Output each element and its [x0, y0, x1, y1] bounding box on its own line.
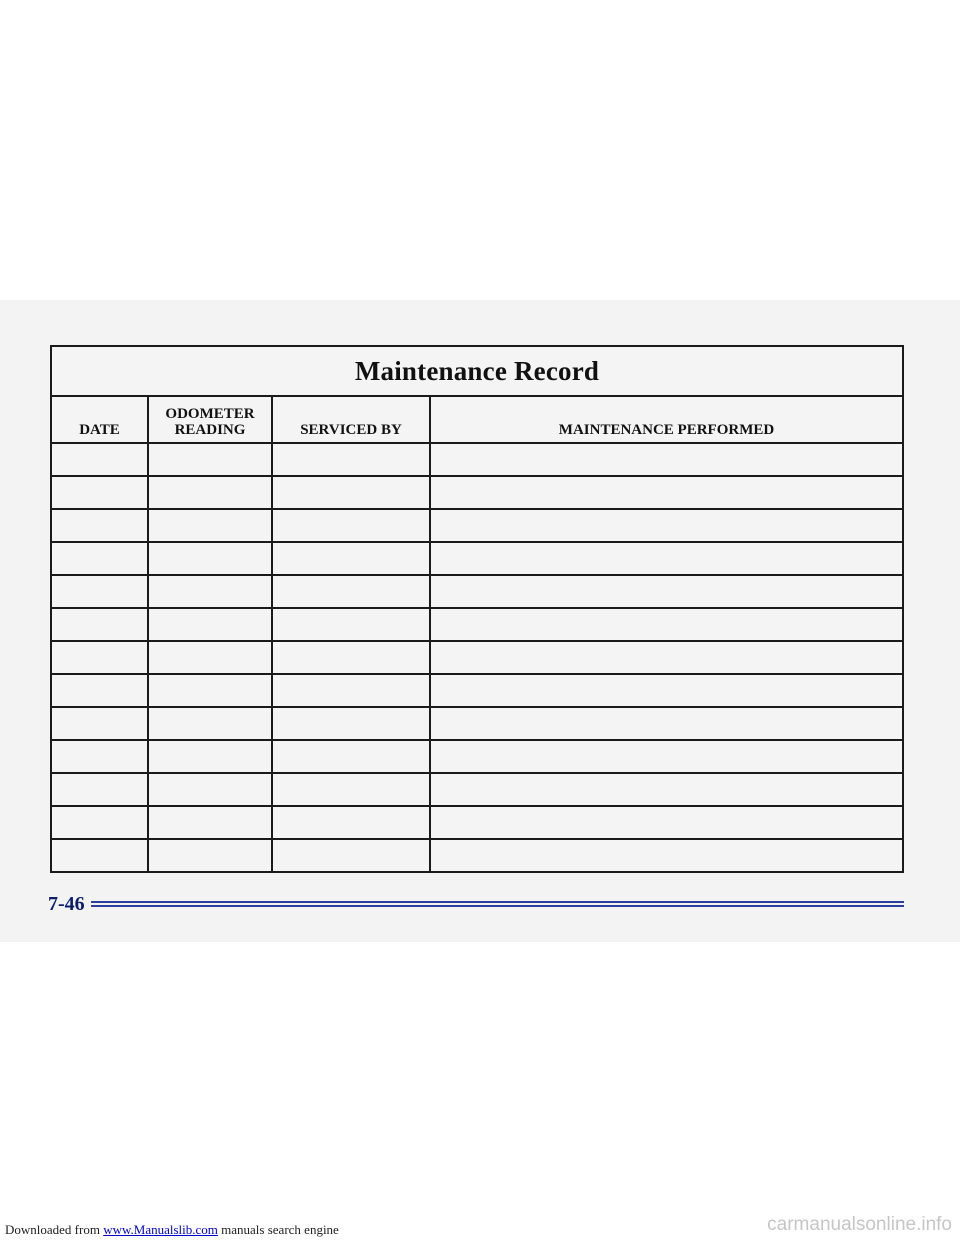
maintenance-cell: [430, 773, 902, 806]
table-row: [52, 773, 902, 806]
maintenance-cell: [430, 839, 902, 872]
download-prefix: Downloaded from: [5, 1222, 104, 1237]
date-cell: [52, 641, 148, 674]
manualslib-link[interactable]: www.Manualslib.com: [103, 1222, 218, 1237]
odometer-cell: [148, 443, 272, 476]
odometer-cell: [148, 509, 272, 542]
date-cell: [52, 443, 148, 476]
odometer-cell: [148, 839, 272, 872]
date-cell: [52, 476, 148, 509]
odometer-cell: [148, 575, 272, 608]
date-cell: [52, 740, 148, 773]
serviced-by-cell: [272, 773, 430, 806]
header-row: [52, 397, 902, 443]
table-row: [52, 542, 902, 575]
table-row: [52, 674, 902, 707]
column-header-date: DATE: [52, 397, 148, 443]
maintenance-cell: [430, 575, 902, 608]
maintenance-cell: [430, 476, 902, 509]
serviced-by-cell: [272, 740, 430, 773]
table-row: [52, 641, 902, 674]
table-row: [52, 608, 902, 641]
serviced-by-cell: [272, 707, 430, 740]
odometer-cell: [148, 641, 272, 674]
maintenance-cell: [430, 542, 902, 575]
title-row: [52, 347, 902, 397]
serviced-by-cell: [272, 641, 430, 674]
page-footer: [48, 892, 904, 916]
odometer-cell: [148, 740, 272, 773]
column-header-maintenance-performed: MAINTENANCE PERFORMED: [430, 397, 902, 443]
record-title: Maintenance Record: [354, 355, 600, 386]
serviced-by-cell: [272, 839, 430, 872]
download-notice: [5, 1222, 339, 1238]
maintenance-cell: [430, 641, 902, 674]
footer-rule: [91, 901, 904, 907]
odometer-cell: [148, 476, 272, 509]
table-row: [52, 839, 902, 872]
date-cell: [52, 839, 148, 872]
date-cell: [52, 509, 148, 542]
odometer-cell: [148, 608, 272, 641]
serviced-by-cell: [272, 806, 430, 839]
odometer-cell: [148, 542, 272, 575]
table-row: [52, 443, 902, 476]
page-number: 7-46: [48, 892, 85, 915]
date-cell: [52, 575, 148, 608]
table-row: [52, 740, 902, 773]
serviced-by-cell: [272, 575, 430, 608]
date-cell: [52, 608, 148, 641]
date-cell: [52, 806, 148, 839]
maintenance-record-table: [50, 345, 904, 873]
download-suffix: manuals search engine: [217, 1222, 339, 1237]
maintenance-cell: [430, 509, 902, 542]
table-row: [52, 575, 902, 608]
table-row: [52, 806, 902, 839]
record-grid: [52, 397, 902, 872]
maintenance-cell: [430, 674, 902, 707]
serviced-by-cell: [272, 608, 430, 641]
table-row: [52, 509, 902, 542]
maintenance-cell: [430, 806, 902, 839]
serviced-by-cell: [272, 674, 430, 707]
serviced-by-cell: [272, 443, 430, 476]
serviced-by-cell: [272, 542, 430, 575]
odometer-cell: [148, 707, 272, 740]
odometer-cell: [148, 773, 272, 806]
maintenance-cell: [430, 443, 902, 476]
date-cell: [52, 773, 148, 806]
table-row: [52, 476, 902, 509]
serviced-by-cell: [272, 476, 430, 509]
table-row: [52, 707, 902, 740]
maintenance-cell: [430, 707, 902, 740]
maintenance-cell: [430, 608, 902, 641]
maintenance-cell: [430, 740, 902, 773]
column-header-odometer-reading: ODOMETER READING: [148, 397, 272, 443]
odometer-cell: [148, 806, 272, 839]
odometer-cell: [148, 674, 272, 707]
record-rows: [52, 443, 902, 872]
serviced-by-cell: [272, 509, 430, 542]
date-cell: [52, 674, 148, 707]
column-header-serviced-by: SERVICED BY: [272, 397, 430, 443]
watermark: carmanualsonline.info: [767, 1214, 952, 1235]
date-cell: [52, 542, 148, 575]
date-cell: [52, 707, 148, 740]
manual-page: [0, 300, 960, 942]
